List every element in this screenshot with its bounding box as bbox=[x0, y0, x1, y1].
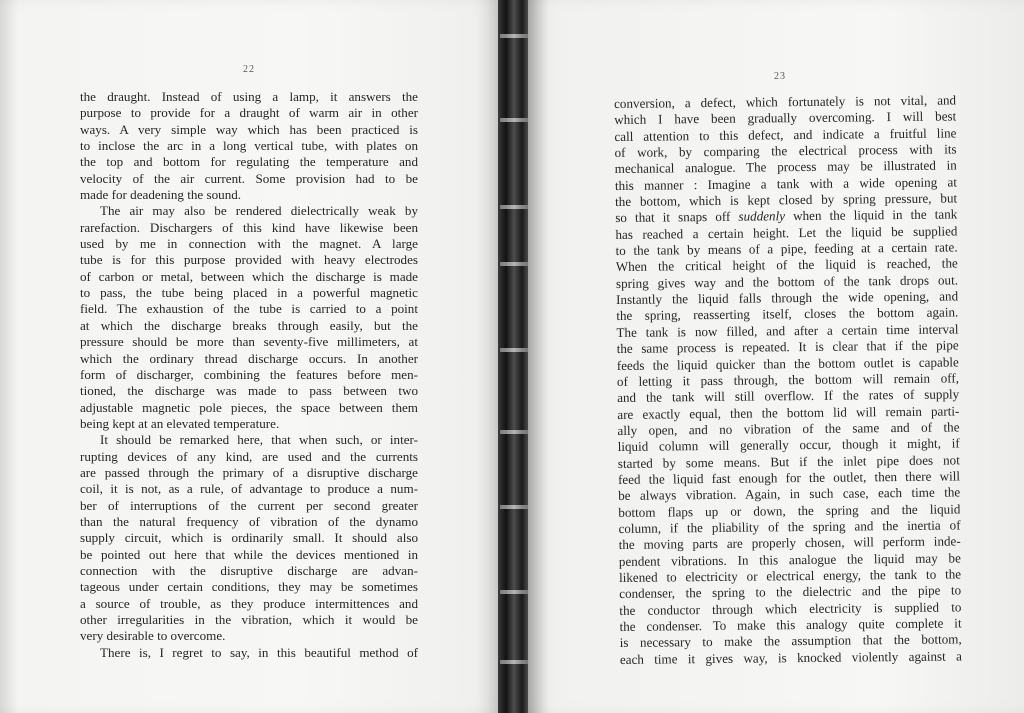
text-line: is necessary to make the assumption that the bottom, bbox=[619, 631, 962, 651]
text-line: rupting devices of any kind, are used and the currents bbox=[80, 448, 418, 464]
text-line: pendent vibrations. In this analogue the liquid may be bbox=[618, 550, 961, 569]
text-line: spring gives way and the bottom of the tank drops out. bbox=[615, 272, 959, 291]
text-line: started by some means. But if the inlet pipe does not bbox=[617, 451, 960, 471]
text-line: are passed through the primary of a disruptive discharge bbox=[80, 464, 418, 480]
text-line: mechanical analogue. The process may be illustrated in bbox=[614, 157, 957, 177]
text-line: the spring, reasserting itself, closes the bottom again. bbox=[616, 304, 959, 324]
text-line: of letting it pass through, the bottom will remain off, bbox=[616, 370, 960, 389]
text-line: adjustable magnetic pole pieces, the space between them bbox=[80, 399, 418, 415]
text-line: pressure should be more than seventy-five millimeters, at bbox=[80, 334, 418, 350]
text-line: made for deadening the sound. bbox=[80, 187, 242, 203]
text-fragment: so that it snaps off bbox=[615, 209, 739, 226]
text-line: has reached a certain height. Let the liquid be supplied bbox=[615, 223, 958, 242]
binding-stitch bbox=[500, 262, 528, 266]
text-line: used by me in connection with the magnet. A large bbox=[80, 236, 418, 252]
page-text bbox=[80, 89, 418, 661]
text-line: The tank is now filled, and after a certain time interval bbox=[616, 321, 959, 340]
text-line: which the ordinary thread discharge occurs. In another bbox=[80, 350, 418, 366]
text-line: the bottom, which is kept closed by spring pressure, but bbox=[615, 190, 958, 210]
text-line: form of discharger, combining the features before men- bbox=[80, 366, 418, 382]
text-line: the condenser. To make this analogy quite complete it bbox=[619, 615, 962, 634]
text-line: be always vibration. Again, in such case, each time the bbox=[618, 484, 961, 504]
text-line: tioned, the discharge was made to pass between two bbox=[80, 383, 418, 399]
text-line: this manner : Imagine a tank with a wide opening at bbox=[614, 174, 957, 193]
text-line: The air may also be rendered dielectrically weak by bbox=[100, 203, 418, 219]
text-line: bottom flaps up or down, the spring and the liquid bbox=[618, 500, 961, 520]
page-number: 22 bbox=[243, 64, 255, 75]
text-line: column, if the pliability of the spring and the inertia of bbox=[618, 517, 961, 536]
text-line: call attention to this defect, and indicate a fruitful line bbox=[614, 125, 957, 144]
binding-stitch bbox=[500, 34, 528, 38]
text-line: It should be remarked here, that when such, or inter- bbox=[100, 432, 418, 448]
text-line: the top and bottom for regulating the temperature and bbox=[80, 154, 418, 170]
text-line: supply circuit, which is ordinarily small. It should also bbox=[80, 530, 418, 546]
text-line: likened to electricity or electrical energy, the tank to the bbox=[618, 566, 962, 585]
binding-stitch bbox=[500, 430, 528, 434]
binding-stitch bbox=[500, 348, 528, 352]
text-line: a source of trouble, as they produce intermittences and bbox=[80, 595, 418, 611]
text-line: to inclose the arc in a long vertical tube, with plates on bbox=[80, 138, 418, 154]
emphasized-word: suddenly bbox=[738, 208, 786, 225]
text-line: ally open, and no vibration of the same and of the bbox=[617, 419, 960, 438]
text-line: Instantly the liquid falls through the wide opening, and bbox=[616, 288, 959, 308]
text-line: tube is for this purpose provided with heavy electrodes bbox=[80, 252, 418, 268]
text-line: ways. A very simple way which has been practiced is bbox=[80, 121, 418, 137]
text-line: condenser, the spring to the dielectric and the pipe to bbox=[619, 582, 962, 602]
text-line: rarefaction. Dischargers of this kind have likewise been bbox=[80, 219, 418, 235]
text-fragment: when the liquid in the tank bbox=[784, 206, 958, 224]
text-line: feed the liquid fast enough for the outlet, then there will bbox=[617, 468, 961, 487]
text-line: coil, it is not, as a rule, of advantage to produce a num- bbox=[80, 481, 418, 497]
binding-stitch bbox=[500, 660, 528, 664]
text-line: When the critical height of the liquid is reached, the bbox=[615, 255, 958, 275]
binding-stitch bbox=[500, 118, 528, 122]
book-spine bbox=[498, 0, 530, 713]
text-line: purpose to provide for a draught of warm air in other bbox=[80, 105, 418, 121]
text-line: and the tank will still overflow. If the rates of supply bbox=[617, 386, 960, 406]
text-line: ber of interruptions of the current per second greater bbox=[80, 497, 418, 513]
text-line: connection with the disruptive discharge are advan- bbox=[80, 562, 418, 578]
binding-stitch bbox=[500, 205, 528, 209]
text-line: liquid column will generally occur, though it might, if bbox=[617, 435, 960, 455]
text-line: each time it gives way, is knocked violently against a bbox=[619, 648, 962, 667]
text-line: conversion, a defect, which fortunately is not vital, and bbox=[614, 92, 957, 111]
text-line: field. The exhaustion of the tube is carried to a point bbox=[80, 301, 418, 317]
text-line: the same process is repeated. It is clear that if the pipe bbox=[616, 337, 959, 357]
text-line: to pass, the tube being placed in a powerful magnetic bbox=[80, 285, 418, 301]
text-line: which I have been gradually overcoming. I will best bbox=[614, 108, 957, 128]
text-line: of carbon or metal, between which the discharge is made bbox=[80, 268, 418, 284]
binding-stitch bbox=[500, 590, 528, 594]
text-line: the moving parts are properly chosen, will perform inde- bbox=[618, 533, 961, 553]
text-line: of work, by comparing the electrical process with its bbox=[614, 141, 957, 161]
right-page bbox=[528, 0, 1024, 713]
text-line: the conductor through which electricity is supplied to bbox=[619, 599, 962, 618]
binding-stitch bbox=[500, 505, 528, 509]
page-text bbox=[614, 92, 962, 668]
text-line: very desirable to overcome. bbox=[80, 628, 226, 644]
text-line: feeds the liquid quicker than the bottom outlet is capable bbox=[616, 353, 959, 373]
text-line: other irregularities in the vibration, which it would be bbox=[80, 612, 418, 627]
text-line: velocity of the air current. Some provision had to be bbox=[80, 170, 418, 186]
text-line: are exactly equal, then the bottom lid will remain parti- bbox=[617, 402, 960, 422]
text-line: be pointed out here that while the devices mentioned in bbox=[80, 546, 418, 562]
text-line: than the natural frequency of vibration of the dynamo bbox=[80, 513, 418, 529]
left-page bbox=[0, 0, 500, 713]
text-line: to the tank by means of a pipe, feeding at a certain rate. bbox=[615, 239, 958, 259]
text-line: at which the discharge breaks through easily, but the bbox=[80, 317, 418, 333]
text-line: tageous under certain conditions, they may be sometimes bbox=[80, 579, 418, 595]
text-line: There is, I regret to say, in this beautiful method of bbox=[100, 644, 418, 660]
text-line: being kept at an elevated temperature. bbox=[80, 415, 280, 431]
text-line: the draught. Instead of using a lamp, it answers the bbox=[80, 89, 418, 104]
page-number: 23 bbox=[774, 71, 786, 82]
